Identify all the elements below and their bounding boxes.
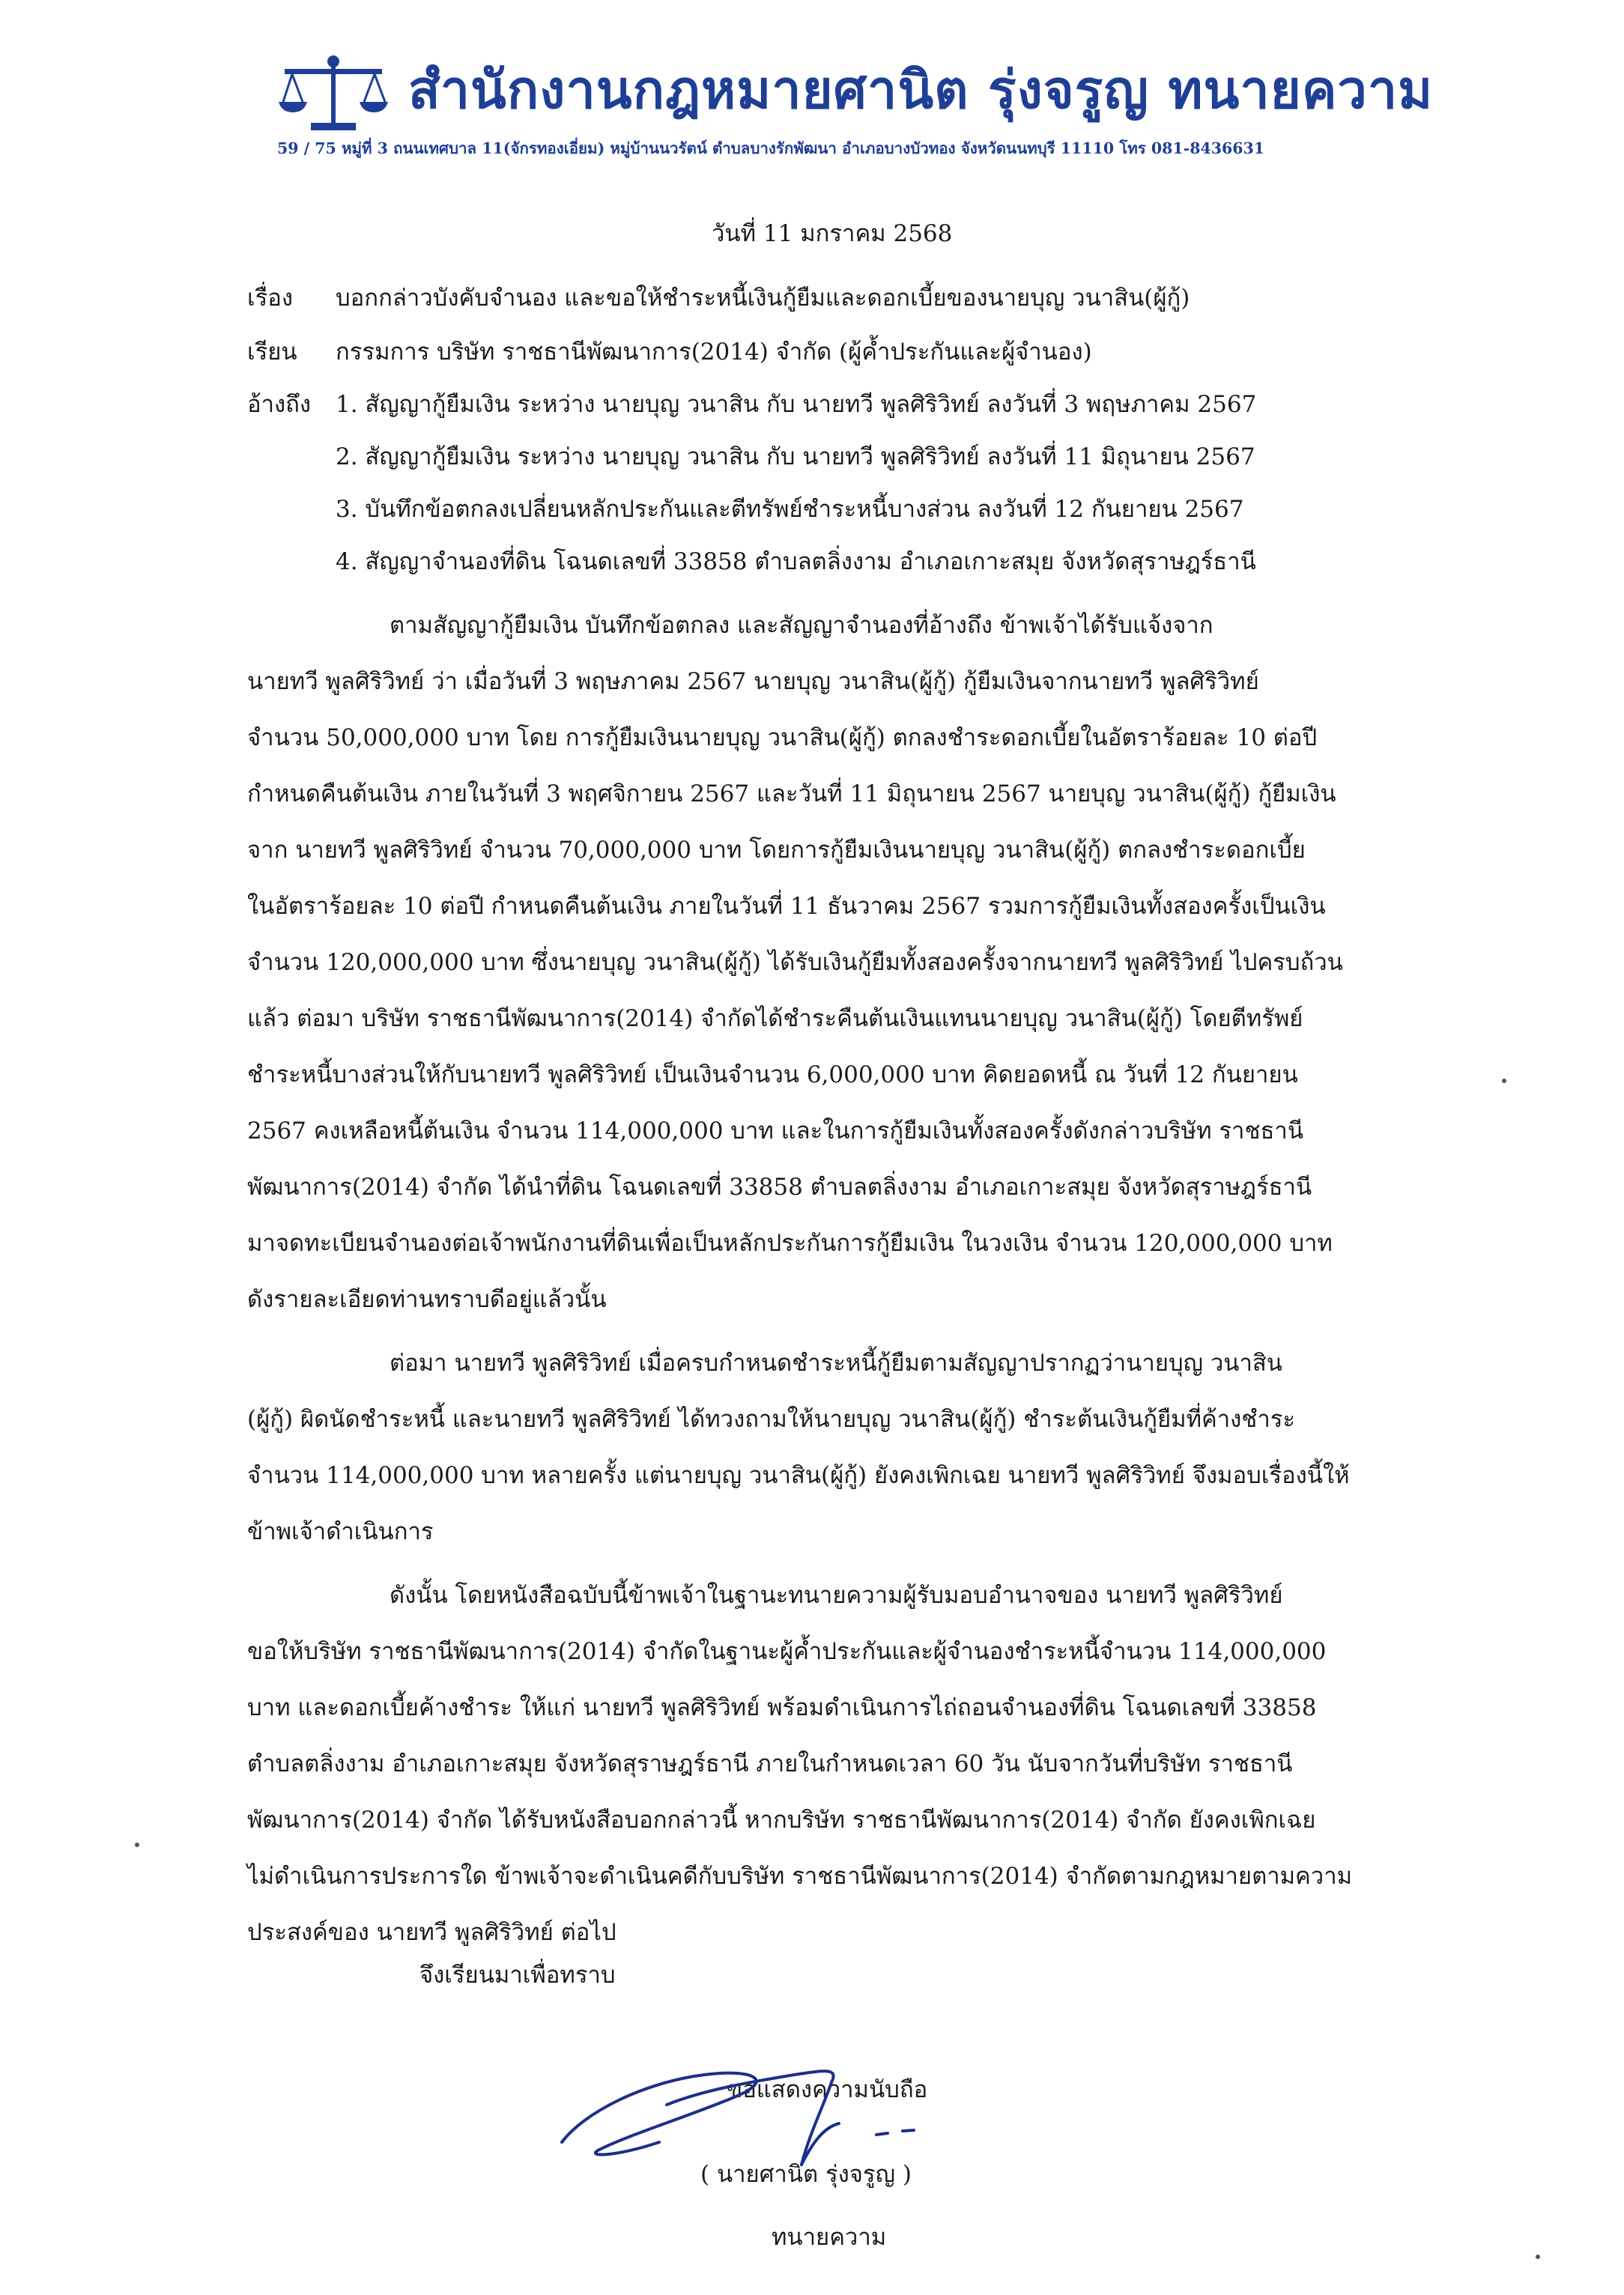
firm-address: 59 / 75 หมู่ที่ 3 ถนนเทศบาล 11(จักรทองเอี่ยม) หมู่บ้านนวรัตน์ ตำบลบางรักพัฒนา อำเภอบางบัวทอง จังหวัดนนทบุรี 11110 โทร 081-8436631 — [277, 139, 1265, 157]
subject-label: เรื่อง — [247, 285, 294, 312]
body-line: ขอให้บริษัท ราชธานีพัฒนาการ(2014) จำกัดในฐานะผู้ค้ำประกันและผู้จำนองชำระหนี้จำนวน 114,000,000 — [247, 1638, 1327, 1665]
body-line: ดังรายละเอียดท่านทราบดีอยู่แล้วนั้น — [247, 1286, 607, 1313]
letterhead — [277, 45, 1491, 165]
handwritten-signature — [554, 2052, 974, 2172]
body-line: จำนวน 114,000,000 บาท หลายครั้ง แต่นายบุญ วนาสิน(ผู้กู้) ยังคงเพิกเฉย นายทวี พูลศิริวิทย์ จึงมอบเรื่องนี้ให้ — [247, 1462, 1350, 1489]
body-line: ตำบลตลิ่งงาม อำเภอเกาะสมุย จังหวัดสุราษฎร์ธานี ภายในกำหนดเวลา 60 วัน นับจากวันที่บริษัท ราชธานี — [247, 1750, 1293, 1777]
subject-value: บอกกล่าวบังคับจำนอง และขอให้ชำระหนี้เงินกู้ยืมและดอกเบี้ยของนายบุญ วนาสิน(ผู้กู้) — [336, 285, 1190, 312]
body-line: มาจดทะเบียนจำนองต่อเจ้าพนักงานที่ดินเพื่อเป็นหลักประกันการกู้ยืมเงิน ในวงเงิน จำนวน 120,000,000 บาท — [247, 1230, 1333, 1257]
signer-title: ทนายความ — [772, 2224, 887, 2251]
body-line: นายทวี พูลศิริวิทย์ ว่า เมื่อวันที่ 3 พฤษภาคม 2567 นายบุญ วนาสิน(ผู้กู้) กู้ยืมเงินจากนายทวี พูลศิริวิทย์ — [247, 668, 1259, 695]
regards-line: ขอแสดงความนับถือ — [727, 2076, 928, 2103]
scan-speck — [1536, 2255, 1540, 2259]
body-line: แล้ว ต่อมา บริษัท ราชธานีพัฒนาการ(2014) จำกัดได้ชำระคืนต้นเงินแทนนายบุญ วนาสิน(ผู้กู้) โดยตีทรัพย์ — [247, 1005, 1303, 1032]
references-label: อ้างถึง — [247, 391, 312, 418]
recipient-value: กรรมการ บริษัท ราชธานีพัฒนาการ(2014) จำกัด (ผู้ค้ำประกันและผู้จำนอง) — [336, 339, 1092, 366]
body-line: จำนวน 120,000,000 บาท ซึ่งนายบุญ วนาสิน(ผู้กู้) ได้รับเงินกู้ยืมทั้งสองครั้งจากนายทวี พูลศิริวิทย์ ไปครบถ้วน — [247, 949, 1343, 976]
reference-item: 2. สัญญากู้ยืมเงิน ระหว่าง นายบุญ วนาสิน กับ นายทวี พูลศิริวิทย์ ลงวันที่ 11 มิถุนายน 2567 — [336, 443, 1255, 470]
recipient-label: เรียน — [247, 339, 297, 366]
body-line: ไม่ดำเนินการประการใด ข้าพเจ้าจะดำเนินคดีกับบริษัท ราชธานีพัฒนาการ(2014) จำกัดตามกฎหมายตามความ — [247, 1863, 1353, 1890]
body-line: (ผู้กู้) ผิดนัดชำระหนี้ และนายทวี พูลศิริวิทย์ ได้ทวงถามให้นายบุญ วนาสิน(ผู้กู้) ชำระต้นเงินกู้ยืมที่ค้างชำระ — [247, 1406, 1296, 1433]
closing-line: จึงเรียนมาเพื่อทราบ — [419, 1962, 616, 1989]
signer-name: ( นายศานิต รุ่งจรูญ ) — [700, 2161, 912, 2188]
body-line: พัฒนาการ(2014) จำกัด ได้นำที่ดิน โฉนดเลขที่ 33858 ตำบลตลิ่งงาม อำเภอเกาะสมุย จังหวัดสุราษฎร์ธานี — [247, 1174, 1312, 1201]
body-line: 2567 คงเหลือหนี้ต้นเงิน จำนวน 114,000,000 บาท และในการกู้ยืมเงินทั้งสองครั้งดังกล่าวบริษัท ราชธานี — [247, 1118, 1304, 1145]
body-line: ดังนั้น โดยหนังสือฉบับนี้ข้าพเจ้าในฐานะทนายความผู้รับมอบอำนาจของ นายทวี พูลศิริวิทย์ — [390, 1582, 1283, 1609]
body-line: ชำระหนี้บางส่วนให้กับนายทวี พูลศิริวิทย์ เป็นเงินจำนวน 6,000,000 บาท คิดยอดหนี้ ณ วันที่ 12 กันยายน — [247, 1061, 1298, 1088]
scan-speck — [1502, 1079, 1506, 1083]
reference-item: 3. บันทึกข้อตกลงเปลี่ยนหลักประกันและตีทรัพย์ชำระหนี้บางส่วน ลงวันที่ 12 กันยายน 2567 — [336, 496, 1244, 523]
body-line: จำนวน 50,000,000 บาท โดย การกู้ยืมเงินนายบุญ วนาสิน(ผู้กู้) ตกลงชำระดอกเบี้ยในอัตราร้อยละ 10 ต่อปี — [247, 724, 1318, 751]
scan-speck — [135, 1843, 139, 1847]
firm-name: สำนักงานกฎหมายศานิต รุ่งจรูญ ทนายความ — [408, 59, 1434, 121]
reference-item: 4. สัญญาจำนองที่ดิน โฉนดเลขที่ 33858 ตำบลตลิ่งงาม อำเภอเกาะสมุย จังหวัดสุราษฎร์ธานี — [336, 548, 1256, 575]
reference-item: 1. สัญญากู้ยืมเงิน ระหว่าง นายบุญ วนาสิน กับ นายทวี พูลศิริวิทย์ ลงวันที่ 3 พฤษภาคม 2567 — [336, 391, 1257, 418]
body-line: บาท และดอกเบี้ยค้างชำระ ให้แก่ นายทวี พูลศิริวิทย์ พร้อมดำเนินการไถ่ถอนจำนองที่ดิน โฉนดเลขที่ 33858 — [247, 1694, 1317, 1721]
body-line: ตามสัญญากู้ยืมเงิน บันทึกข้อตกลง และสัญญาจำนองที่อ้างถึง ข้าพเจ้าได้รับแจ้งจาก — [390, 612, 1214, 639]
body-line: ในอัตราร้อยละ 10 ต่อปี กำหนดคืนต้นเงิน ภายในวันที่ 11 ธันวาคม 2567 รวมการกู้ยืมเงินทั้งสองครั้งเป็นเงิน — [247, 893, 1326, 920]
body-line: พัฒนาการ(2014) จำกัด ได้รับหนังสือบอกกล่าวนี้ หากบริษัท ราชธานีพัฒนาการ(2014) จำกัด ยังคงเพิกเฉย — [247, 1807, 1316, 1834]
body-line: จาก นายทวี พูลศิริวิทย์ จำนวน 70,000,000 บาท โดยการกู้ยืมเงินนายบุญ วนาสิน(ผู้กู้) ตกลงชำระดอกเบี้ย — [247, 837, 1306, 864]
scales-of-justice-icon — [277, 52, 390, 135]
body-line: ข้าพเจ้าดำเนินการ — [247, 1518, 434, 1545]
body-line: กำหนดคืนต้นเงิน ภายในวันที่ 3 พฤศจิกายน 2567 และวันที่ 11 มิถุนายน 2567 นายบุญ วนาสิน(ผู้กู้) กู้ยืมเงิน — [247, 780, 1336, 807]
letter-date: วันที่ 11 มกราคม 2568 — [712, 220, 953, 247]
body-line: ประสงค์ของ นายทวี พูลศิริวิทย์ ต่อไป — [247, 1919, 616, 1946]
body-line: ต่อมา นายทวี พูลศิริวิทย์ เมื่อครบกำหนดชำระหนี้กู้ยืมตามสัญญาปรากฏว่านายบุญ วนาสิน — [390, 1350, 1283, 1377]
